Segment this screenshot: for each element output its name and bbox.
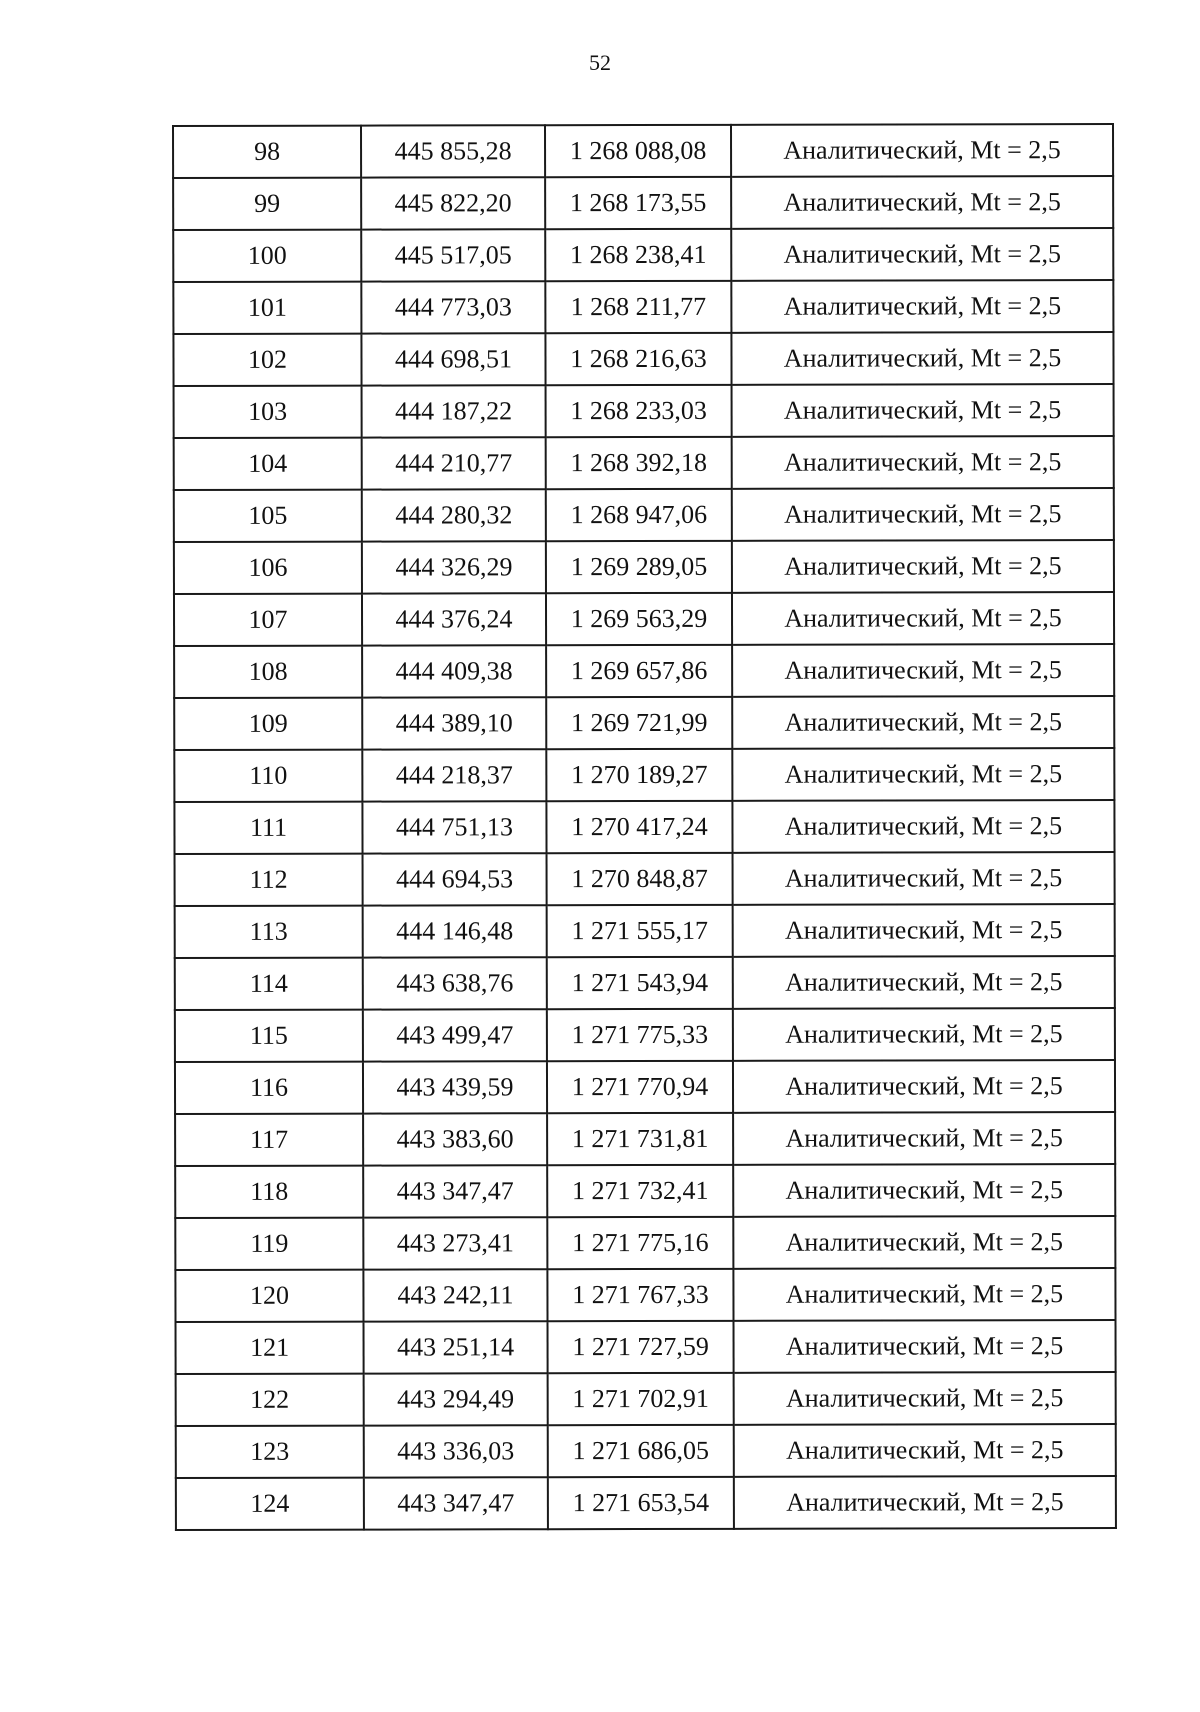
x-coordinate-cell: 443 251,14: [364, 1321, 548, 1373]
coordinates-table-body: [173, 124, 1116, 1530]
x-coordinate-cell: 444 280,32: [362, 489, 546, 541]
method-cell: Аналитический, Mt = 2,5: [734, 1424, 1116, 1477]
table-row: [173, 176, 1113, 230]
point-number-cell: 119: [175, 1218, 363, 1270]
x-coordinate-cell: 444 694,53: [363, 853, 547, 905]
method-cell: Аналитический, Mt = 2,5: [732, 436, 1114, 489]
point-number-cell: 112: [175, 854, 363, 906]
method-cell: Аналитический, Mt = 2,5: [733, 1164, 1115, 1217]
point-number-cell: 103: [174, 386, 362, 438]
method-cell: Аналитический, Mt = 2,5: [732, 592, 1114, 645]
x-coordinate-cell: 444 146,48: [363, 905, 547, 957]
method-cell: Аналитический, Mt = 2,5: [732, 540, 1114, 593]
y-coordinate-cell: 1 271 767,33: [547, 1269, 733, 1321]
y-coordinate-cell: 1 269 289,05: [546, 541, 732, 593]
y-coordinate-cell: 1 269 657,86: [546, 645, 732, 697]
y-coordinate-cell: 1 268 392,18: [546, 437, 732, 489]
table-row: [175, 1060, 1115, 1114]
table-row: [175, 1008, 1115, 1062]
point-number-cell: 124: [176, 1478, 364, 1530]
table-row: [174, 800, 1114, 854]
table-row: [175, 1164, 1115, 1218]
table-row: [173, 280, 1113, 334]
point-number-cell: 106: [174, 542, 362, 594]
table-row: [174, 540, 1114, 594]
table-row: [174, 696, 1114, 750]
y-coordinate-cell: 1 268 173,55: [545, 177, 731, 229]
table-row: [174, 384, 1114, 438]
point-number-cell: 121: [176, 1322, 364, 1374]
table-row: [175, 1268, 1115, 1322]
method-cell: Аналитический, Mt = 2,5: [731, 228, 1113, 281]
x-coordinate-cell: 444 698,51: [361, 333, 545, 385]
y-coordinate-cell: 1 268 238,41: [545, 229, 731, 281]
y-coordinate-cell: 1 271 686,05: [548, 1425, 734, 1477]
y-coordinate-cell: 1 269 721,99: [546, 697, 732, 749]
y-coordinate-cell: 1 268 088,08: [545, 125, 731, 177]
y-coordinate-cell: 1 271 731,81: [547, 1113, 733, 1165]
method-cell: Аналитический, Mt = 2,5: [732, 696, 1114, 749]
coordinates-table: [172, 123, 1117, 1531]
table-row: [175, 1216, 1115, 1270]
y-coordinate-cell: 1 271 775,33: [547, 1009, 733, 1061]
method-cell: Аналитический, Mt = 2,5: [734, 1372, 1116, 1425]
y-coordinate-cell: 1 271 702,91: [548, 1373, 734, 1425]
x-coordinate-cell: 443 638,76: [363, 957, 547, 1009]
table-row: [175, 956, 1115, 1010]
table-row: [176, 1372, 1116, 1426]
point-number-cell: 101: [173, 282, 361, 334]
point-number-cell: 108: [174, 646, 362, 698]
table-row: [176, 1424, 1116, 1478]
table-row: [174, 436, 1114, 490]
y-coordinate-cell: 1 268 233,03: [546, 385, 732, 437]
method-cell: Аналитический, Mt = 2,5: [732, 644, 1114, 697]
y-coordinate-cell: 1 271 727,59: [548, 1321, 734, 1373]
y-coordinate-cell: 1 271 775,16: [547, 1217, 733, 1269]
x-coordinate-cell: 444 409,38: [362, 645, 546, 697]
point-number-cell: 98: [173, 126, 361, 178]
method-cell: Аналитический, Mt = 2,5: [734, 1476, 1116, 1529]
table-row: [173, 228, 1113, 282]
method-cell: Аналитический, Mt = 2,5: [731, 332, 1113, 385]
y-coordinate-cell: 1 269 563,29: [546, 593, 732, 645]
y-coordinate-cell: 1 270 848,87: [547, 853, 733, 905]
x-coordinate-cell: 445 855,28: [361, 125, 545, 177]
point-number-cell: 104: [174, 438, 362, 490]
x-coordinate-cell: 443 336,03: [364, 1425, 548, 1477]
point-number-cell: 114: [175, 958, 363, 1010]
point-number-cell: 99: [173, 178, 361, 230]
x-coordinate-cell: 443 242,11: [363, 1269, 547, 1321]
point-number-cell: 118: [175, 1166, 363, 1218]
x-coordinate-cell: 445 517,05: [361, 229, 545, 281]
point-number-cell: 123: [176, 1426, 364, 1478]
method-cell: Аналитический, Mt = 2,5: [731, 280, 1113, 333]
method-cell: Аналитический, Mt = 2,5: [733, 1112, 1115, 1165]
method-cell: Аналитический, Mt = 2,5: [731, 124, 1113, 177]
y-coordinate-cell: 1 270 189,27: [546, 749, 732, 801]
method-cell: Аналитический, Mt = 2,5: [734, 1320, 1116, 1373]
y-coordinate-cell: 1 268 216,63: [545, 333, 731, 385]
method-cell: Аналитический, Mt = 2,5: [733, 1216, 1115, 1269]
table-row: [174, 488, 1114, 542]
table-row: [175, 852, 1115, 906]
method-cell: Аналитический, Mt = 2,5: [733, 904, 1115, 957]
y-coordinate-cell: 1 268 947,06: [546, 489, 732, 541]
x-coordinate-cell: 444 326,29: [362, 541, 546, 593]
x-coordinate-cell: 443 439,59: [363, 1061, 547, 1113]
x-coordinate-cell: 444 218,37: [362, 749, 546, 801]
x-coordinate-cell: 443 347,47: [363, 1165, 547, 1217]
page-number: 52: [589, 50, 611, 75]
method-cell: Аналитический, Mt = 2,5: [732, 384, 1114, 437]
point-number-cell: 109: [174, 698, 362, 750]
method-cell: Аналитический, Mt = 2,5: [733, 956, 1115, 1009]
table-row: [175, 1112, 1115, 1166]
x-coordinate-cell: 444 187,22: [362, 385, 546, 437]
method-cell: Аналитический, Mt = 2,5: [733, 1008, 1115, 1061]
table-row: [175, 904, 1115, 958]
table-row: [174, 592, 1114, 646]
method-cell: Аналитический, Mt = 2,5: [733, 852, 1115, 905]
y-coordinate-cell: 1 271 770,94: [547, 1061, 733, 1113]
point-number-cell: 100: [173, 230, 361, 282]
method-cell: Аналитический, Mt = 2,5: [732, 488, 1114, 541]
method-cell: Аналитический, Mt = 2,5: [733, 1268, 1115, 1321]
point-number-cell: 116: [175, 1062, 363, 1114]
table-row: [176, 1320, 1116, 1374]
point-number-cell: 110: [174, 750, 362, 802]
point-number-cell: 111: [174, 802, 362, 854]
point-number-cell: 122: [176, 1374, 364, 1426]
point-number-cell: 107: [174, 594, 362, 646]
y-coordinate-cell: 1 268 211,77: [545, 281, 731, 333]
method-cell: Аналитический, Mt = 2,5: [732, 800, 1114, 853]
y-coordinate-cell: 1 270 417,24: [546, 801, 732, 853]
x-coordinate-cell: 445 822,20: [361, 177, 545, 229]
x-coordinate-cell: 443 294,49: [364, 1373, 548, 1425]
point-number-cell: 105: [174, 490, 362, 542]
point-number-cell: 117: [175, 1114, 363, 1166]
x-coordinate-cell: 444 751,13: [362, 801, 546, 853]
method-cell: Аналитический, Mt = 2,5: [733, 1060, 1115, 1113]
point-number-cell: 113: [175, 906, 363, 958]
y-coordinate-cell: 1 271 653,54: [548, 1477, 734, 1529]
x-coordinate-cell: 444 210,77: [362, 437, 546, 489]
point-number-cell: 120: [175, 1270, 363, 1322]
point-number-cell: 115: [175, 1010, 363, 1062]
table-row: [174, 748, 1114, 802]
point-number-cell: 102: [173, 334, 361, 386]
y-coordinate-cell: 1 271 732,41: [547, 1165, 733, 1217]
table-row: [174, 644, 1114, 698]
x-coordinate-cell: 443 499,47: [363, 1009, 547, 1061]
x-coordinate-cell: 443 383,60: [363, 1113, 547, 1165]
x-coordinate-cell: 444 376,24: [362, 593, 546, 645]
x-coordinate-cell: 444 389,10: [362, 697, 546, 749]
table-row: [176, 1476, 1116, 1530]
x-coordinate-cell: 444 773,03: [361, 281, 545, 333]
method-cell: Аналитический, Mt = 2,5: [732, 748, 1114, 801]
y-coordinate-cell: 1 271 555,17: [547, 905, 733, 957]
y-coordinate-cell: 1 271 543,94: [547, 957, 733, 1009]
table-row: [173, 124, 1113, 178]
x-coordinate-cell: 443 273,41: [363, 1217, 547, 1269]
method-cell: Аналитический, Mt = 2,5: [731, 176, 1113, 229]
x-coordinate-cell: 443 347,47: [364, 1477, 548, 1529]
table-row: [173, 332, 1113, 386]
